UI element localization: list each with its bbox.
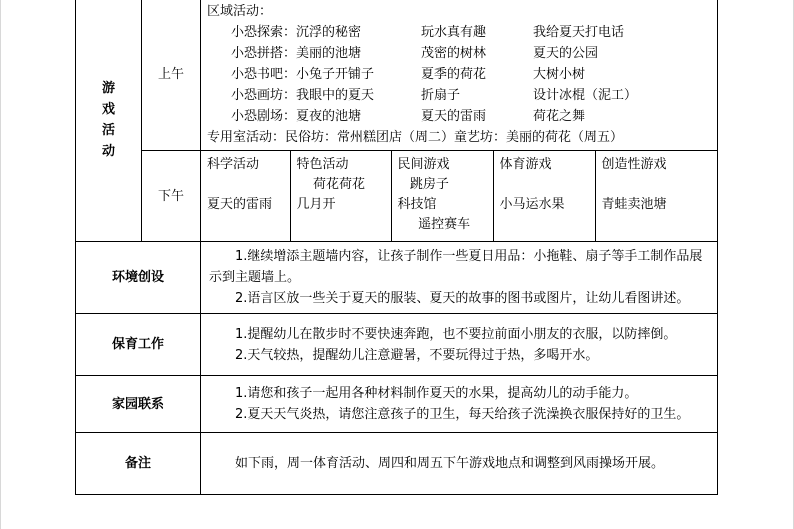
childcare-content: 1.提醒幼儿在散步时不要快速奔跑，也不要拉前面小朋友的衣服，以防摔倒。 2.天气较热，提醒幼儿注意避暑，不要玩得过于热，多喝开水。: [201, 314, 718, 376]
environment-label: 环境创设: [76, 242, 201, 314]
area-row: 小恐剧场：夏夜的池塘 夏天的雷雨 荷花之舞: [231, 109, 586, 124]
environment-row: [76, 242, 718, 314]
environment-content: 1.继续增添主题墙内容，让孩子制作一些夏日用品：小拖鞋、扇子等手工制作品展示到主题墙上。 2.语言区放一些关于夏天的服装、夏天的故事的图书或图片，让幼儿看图讲述。: [201, 242, 718, 314]
game-afternoon-row: [76, 151, 718, 242]
area-row: 小恐探索：沉浮的秘密 玩水真有趣 我给夏天打电话: [231, 25, 625, 40]
remarks-row: [76, 433, 718, 495]
home-contact-content: 1.请您和孩子一起用各种材料制作夏天的水果，提高幼儿的动手能力。 2.夏天天气炎热，请您注意孩子的卫生，每天给孩子洗澡换衣服保持好的卫生。: [201, 376, 718, 433]
afternoon-activities-grid: [201, 151, 717, 241]
sports-game-cell: 体育游戏 小马运水果: [493, 151, 595, 241]
page-left-edge: [0, 0, 1, 529]
remarks-label: 备注: [76, 433, 201, 495]
childcare-label: 保育工作: [76, 314, 201, 376]
game-morning-row: [76, 0, 718, 151]
remarks-content: 如下雨，周一体育活动、周四和周五下午游戏地点和调整到风雨操场开展。: [201, 433, 718, 495]
afternoon-activities: [201, 151, 718, 242]
afternoon-label: 下午: [142, 151, 201, 242]
childcare-row: [76, 314, 718, 376]
morning-label: 上午: [142, 0, 201, 151]
area-row: 小恐书吧：小兔子开铺子 夏季的荷花 大树小树: [231, 67, 586, 82]
feature-activity-cell: 特色活动 荷花荷花 几月开: [290, 151, 391, 241]
science-activity-cell: 科学活动 夏天的雷雨: [207, 157, 273, 212]
game-activities-label: 游 戏 活 动: [76, 0, 142, 242]
home-row: [76, 376, 718, 433]
creative-game-cell: 创造性游戏 青蛙卖池塘: [595, 151, 717, 241]
area-activities-title: 区域活动：: [207, 4, 273, 19]
area-activities: [201, 0, 718, 151]
area-row: 小恐画坊：我眼中的夏天 折扇子 设计冰棍（泥工）: [231, 88, 638, 103]
weekly-plan-table: [75, 0, 718, 495]
folk-game-cell: 民间游戏 跳房子 科技馆 遥控赛车: [391, 151, 493, 241]
home-contact-label: 家园联系: [76, 376, 201, 433]
area-row: 小恐拼搭：美丽的池塘 茂密的树林 夏天的公园: [231, 46, 599, 61]
special-room-activities: 专用室活动：民俗坊：常州糕团店（周二）童艺坊：美丽的荷花（周五）: [207, 130, 624, 145]
